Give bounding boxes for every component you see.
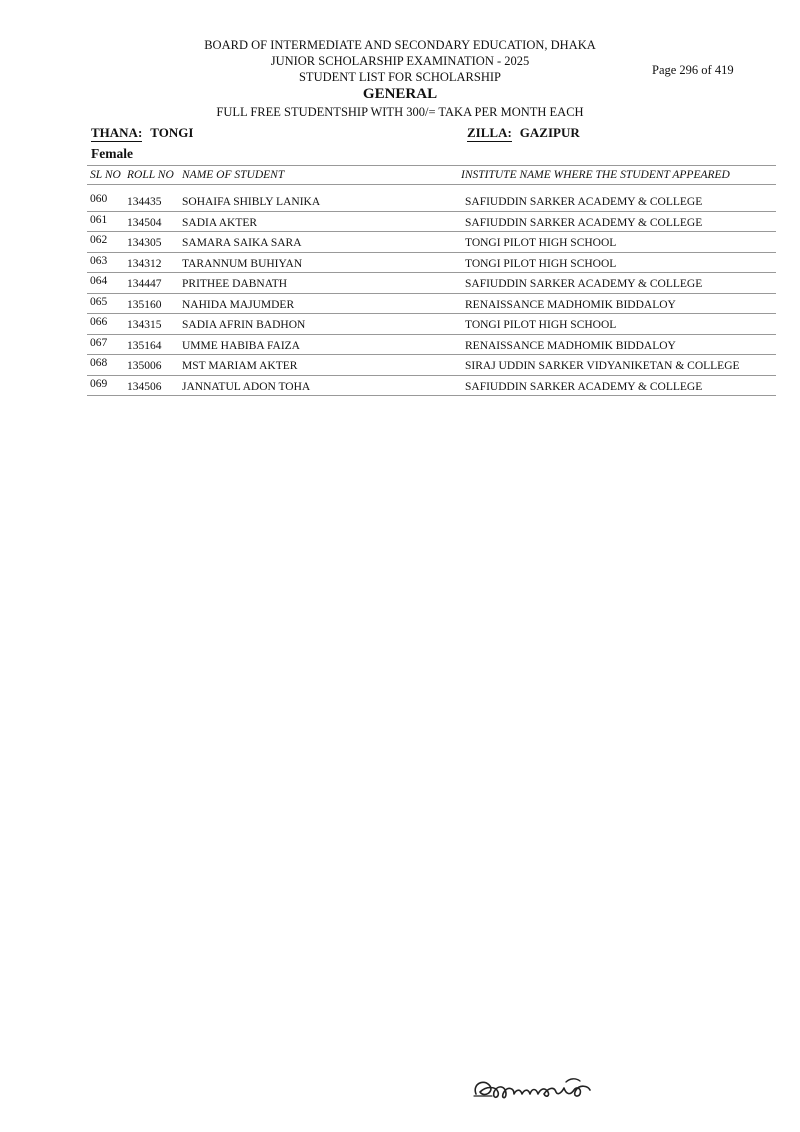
table-row [87,294,776,315]
cell-name: SAMARA SAIKA SARA [182,237,302,249]
cell-institute: SIRAJ UDDIN SARKER VIDYANIKETAN & COLLEGE [465,360,740,372]
cell-sl: 067 [90,336,108,349]
cell-name: SADIA AFRIN BADHON [182,319,306,331]
table-header [87,165,776,185]
gender-heading: Female [91,146,133,161]
thana-label: THANA: [91,125,143,140]
table-row [87,273,776,294]
cell-roll: 135164 [127,339,162,352]
cell-name: JANNATUL ADON TOHA [182,380,311,393]
cell-sl: 068 [90,357,108,369]
cell-institute: TONGI PILOT HIGH SCHOOL [465,257,617,270]
cell-sl: 062 [90,234,108,246]
cell-sl: 064 [90,275,108,287]
zilla-value: GAZIPUR [519,125,580,140]
header-line-exam: JUNIOR SCHOLARSHIP EXAMINATION - 2025 [270,54,530,68]
header-line-board: BOARD OF INTERMEDIATE AND SECONDARY EDUCATION, DHAKA [204,38,596,52]
cell-name: SADIA AKTER [182,216,258,229]
page-number: Page 296 of 419 [652,63,734,77]
cell-institute: RENAISSANCE MADHOMIK BIDDALOY [465,298,676,311]
cell-sl: 065 [90,295,108,308]
cell-roll: 135006 [127,360,162,372]
header-subtitle: FULL FREE STUDENTSHIP WITH 300/= TAKA PER MONTH EACH [216,105,584,119]
cell-roll: 134504 [127,216,162,229]
cell-institute: SAFIUDDIN SARKER ACADEMY & COLLEGE [465,278,703,290]
column-header-name: NAME OF STUDENT [182,169,285,181]
cell-sl: 066 [90,316,108,328]
table-row [87,232,776,253]
cell-institute: SAFIUDDIN SARKER ACADEMY & COLLEGE [465,196,703,208]
table-row [87,253,776,274]
cell-sl: 069 [90,377,108,390]
cell-roll: 134315 [127,319,162,331]
signature [470,1072,610,1106]
column-header-institute: INSTITUTE NAME WHERE THE STUDENT APPEARED [461,169,730,181]
cell-institute: SAFIUDDIN SARKER ACADEMY & COLLEGE [465,216,703,229]
student-table [87,165,776,396]
header-line-list: STUDENT LIST FOR SCHOLARSHIP [298,70,501,84]
cell-name: MST MARIAM AKTER [182,360,298,372]
cell-institute: TONGI PILOT HIGH SCHOOL [465,319,617,331]
cell-name: SOHAIFA SHIBLY LANIKA [182,196,321,208]
cell-sl: 061 [90,213,108,226]
table-row [87,335,776,356]
cell-sl: 063 [90,254,108,267]
cell-roll: 134435 [127,196,162,208]
zilla-label: ZILLA: [467,125,512,140]
table-body [87,191,776,396]
thana-field [91,125,193,141]
table-row [87,355,776,376]
header-category: GENERAL [362,86,438,102]
cell-name: NAHIDA MAJUMDER [182,298,295,311]
zilla-field [467,125,580,141]
cell-institute: TONGI PILOT HIGH SCHOOL [465,237,617,249]
cell-institute: SAFIUDDIN SARKER ACADEMY & COLLEGE [465,380,703,393]
cell-name: TARANNUM BUHIYAN [182,257,303,270]
cell-sl: 060 [90,193,108,205]
table-row [87,191,776,212]
cell-name: PRITHEE DABNATH [182,278,288,290]
cell-roll: 134447 [127,278,162,290]
thana-value: TONGI [150,125,194,140]
cell-roll: 134305 [127,237,162,249]
table-row [87,376,776,397]
cell-roll: 134506 [127,380,162,393]
table-row [87,212,776,233]
cell-name: UMME HABIBA FAIZA [182,339,300,352]
cell-institute: RENAISSANCE MADHOMIK BIDDALOY [465,339,676,352]
cell-roll: 135160 [127,298,162,311]
table-row [87,314,776,335]
cell-roll: 134312 [127,257,162,270]
column-header-sl: SL NO [90,169,121,181]
column-header-roll: ROLL NO [127,169,174,181]
